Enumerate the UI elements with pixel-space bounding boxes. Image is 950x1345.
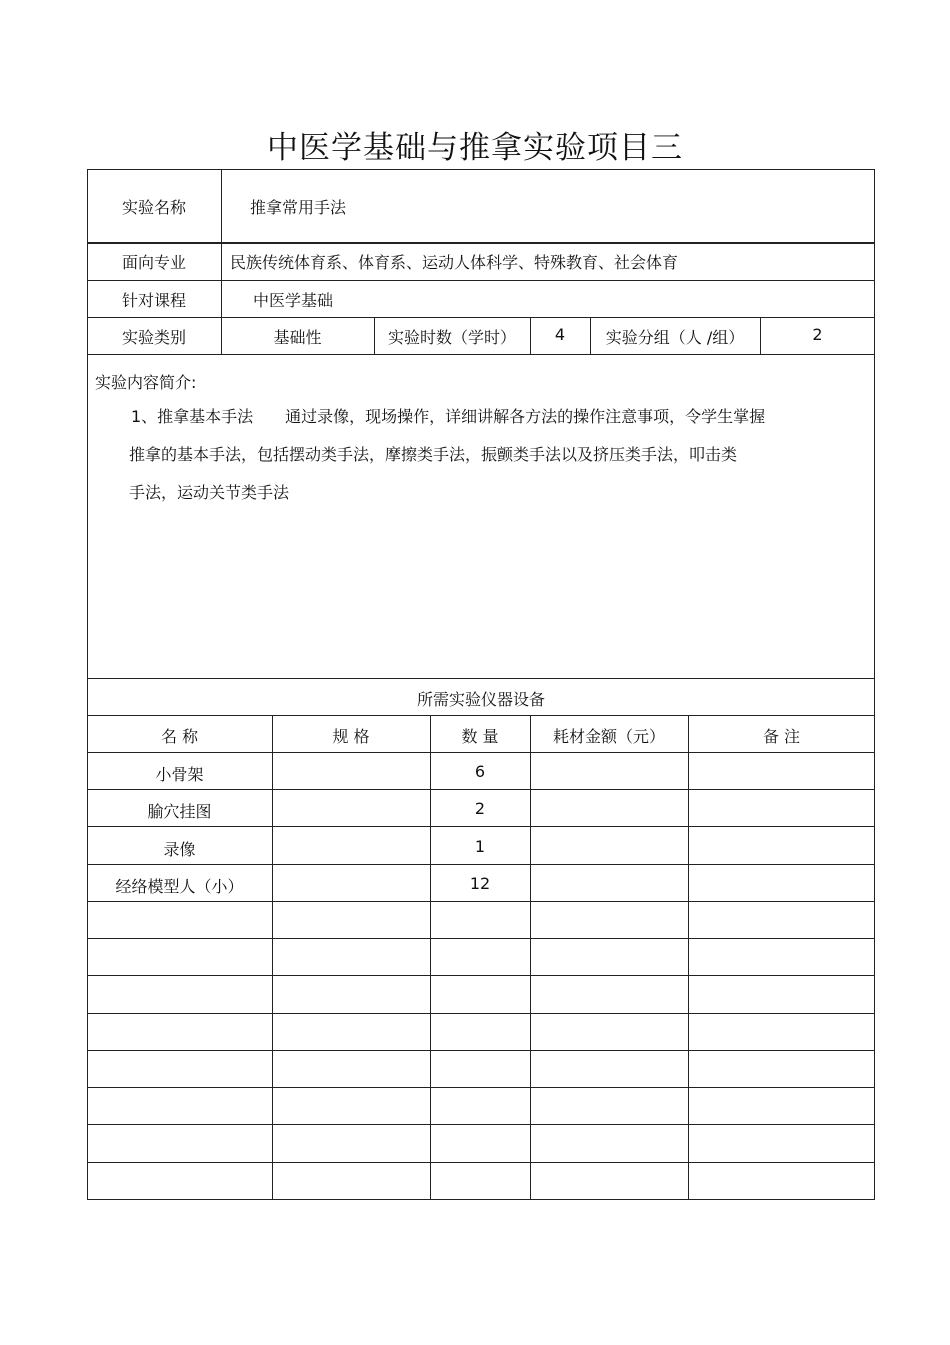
hours-value: 4 <box>554 325 566 344</box>
experiment-name-label: 实验名称 <box>121 198 186 217</box>
equipment-name: 经络模型人（小） <box>115 877 244 896</box>
type-value: 基础性 <box>273 328 322 347</box>
header-spec: 规 格 <box>332 727 370 746</box>
content-line: 1、推拿基本手法 通过录像，现场操作，详细讲解各方法的操作注意事项，令学生掌握 <box>131 407 766 426</box>
group-label: 实验分组（人 /组） <box>605 328 745 347</box>
col-divider <box>430 715 431 1200</box>
row-divider <box>87 1050 875 1051</box>
equipment-quantity: 1 <box>474 837 486 856</box>
header-name: 名 称 <box>160 727 199 746</box>
row-divider <box>87 280 875 281</box>
major-label: 面向专业 <box>121 253 186 272</box>
row-divider <box>87 826 875 827</box>
row-divider <box>87 678 875 679</box>
type-label: 实验类别 <box>121 328 186 347</box>
row-divider <box>87 354 875 355</box>
equipment-section-title: 所需实验仪器设备 <box>416 690 545 709</box>
equipment-name: 小骨架 <box>155 765 204 784</box>
equipment-quantity: 12 <box>469 874 491 893</box>
course-value: 中医学基础 <box>253 291 334 310</box>
content-line: 手法，运动关节类手法 <box>129 483 290 502</box>
row-divider <box>87 1124 875 1125</box>
row-divider <box>87 752 875 753</box>
header-quantity: 数 量 <box>461 727 499 746</box>
row-divider <box>87 242 875 244</box>
document-title: 中医学基础与推拿实验项目三 <box>267 130 683 166</box>
group-value: 2 <box>812 325 823 344</box>
course-label: 针对课程 <box>121 291 186 310</box>
col-divider <box>530 715 531 1200</box>
experiment-name-value: 推拿常用手法 <box>250 198 347 217</box>
col-divider <box>688 715 689 1200</box>
row-divider <box>87 789 875 790</box>
content-body <box>129 398 839 512</box>
major-value: 民族传统体育系、体育系、运动人体科学、特殊教育、社会体育 <box>230 253 679 272</box>
hours-label: 实验时数（学时） <box>387 328 516 347</box>
row-divider <box>87 1013 875 1014</box>
col-divider <box>272 715 273 1200</box>
row-divider <box>87 975 875 976</box>
equipment-quantity: 6 <box>474 762 486 781</box>
row-divider <box>87 317 875 318</box>
row-divider <box>87 1162 875 1163</box>
row-divider <box>87 1087 875 1088</box>
row-divider <box>87 864 875 865</box>
header-cost: 耗材金额（元） <box>552 727 665 746</box>
equipment-name: 录像 <box>163 840 196 859</box>
content-line: 推拿的基本手法，包括摆动类手法，摩擦类手法，振颤类手法以及挤压类手法，叩击类 <box>129 445 738 464</box>
row-divider <box>87 901 875 902</box>
form-table <box>87 169 875 1200</box>
content-label: 实验内容简介: <box>95 373 197 392</box>
row-divider <box>87 938 875 939</box>
row-divider <box>87 715 875 716</box>
equipment-name: 腧穴挂图 <box>147 802 212 821</box>
header-note: 备 注 <box>762 727 801 746</box>
equipment-quantity: 2 <box>474 799 486 818</box>
